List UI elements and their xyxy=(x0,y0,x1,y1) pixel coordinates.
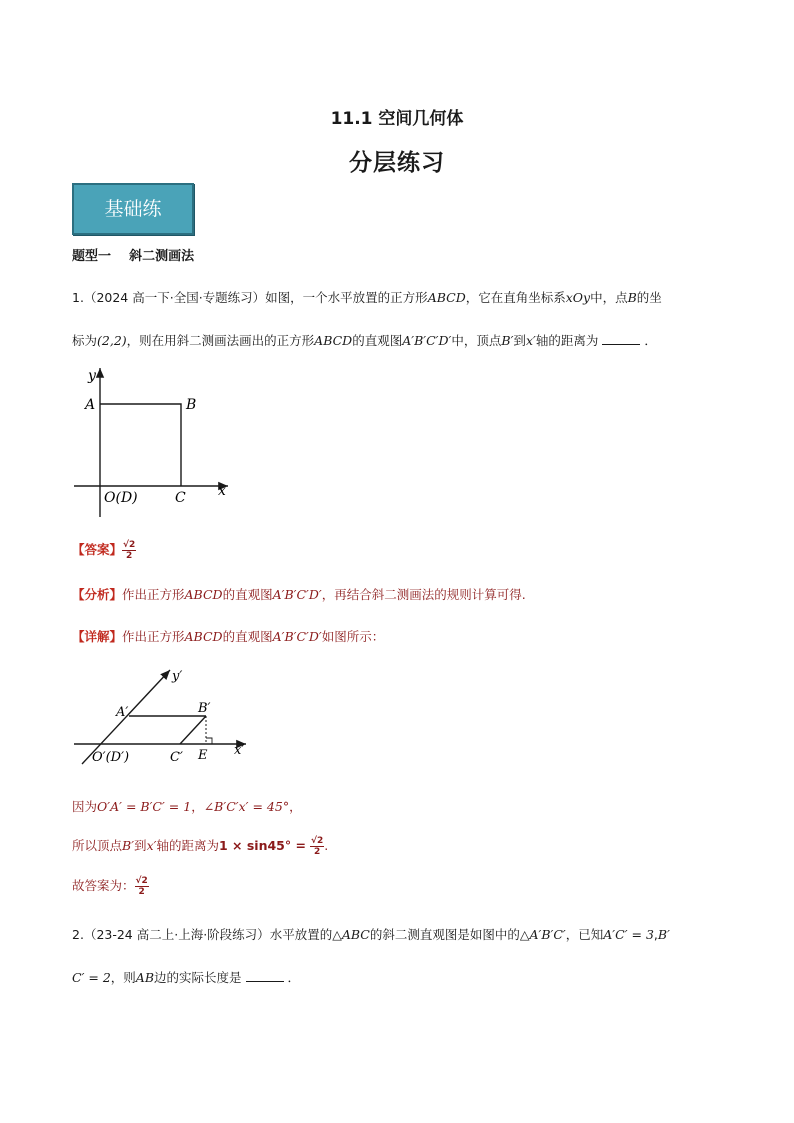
label-b: B xyxy=(186,397,197,413)
math-coords: (2,2) xyxy=(97,333,127,348)
math-xprime: x′ xyxy=(146,838,157,853)
math-abcd: ABCD xyxy=(427,290,466,305)
math-bprime: B′ xyxy=(122,838,135,853)
page-subtitle: 分层练习 xyxy=(349,149,445,176)
q1-text: 中，顶点 xyxy=(451,333,502,348)
fraction-numerator: √2 xyxy=(135,876,148,886)
q1-because xyxy=(72,797,302,815)
label-e: E xyxy=(198,748,208,763)
answer-fraction xyxy=(122,540,136,561)
page-title: 11.1 空间几何体 xyxy=(330,109,464,129)
q1-text: ，它在直角坐标系 xyxy=(465,290,566,305)
q1-text: 轴的距离为 xyxy=(535,333,599,348)
so-fraction xyxy=(310,836,324,857)
figure-square-coordinate xyxy=(68,362,238,522)
label-y-prime: y′ xyxy=(172,669,183,684)
math-triangle: △ABC xyxy=(332,927,370,942)
because-text: 因为 xyxy=(72,799,98,814)
final-fraction xyxy=(135,876,149,897)
math-b: B xyxy=(627,290,637,305)
square-edges xyxy=(100,404,181,486)
math-prime-figure: A′B′C′D′ xyxy=(272,629,322,644)
label-o: O(D) xyxy=(104,490,138,506)
q1-analysis xyxy=(72,585,526,603)
math-xprime: x′ xyxy=(525,333,536,348)
math-abcd: ABCD xyxy=(314,333,353,348)
figure-oblique-drawing xyxy=(68,660,258,770)
section-label: 题型一 xyxy=(72,249,112,264)
q1-line1 xyxy=(72,288,662,306)
q1-line2 xyxy=(72,331,657,349)
answer-tag: 【答案】 xyxy=(72,542,123,557)
label-a: A xyxy=(85,397,96,413)
because-text: ， xyxy=(191,799,204,814)
q2-source: （23-24 高二上·上海·阶段练习） xyxy=(83,927,270,942)
q1-text: 到 xyxy=(513,333,526,348)
analysis-text: 作出正方形 xyxy=(122,587,185,602)
analysis-tag: 【分析】 xyxy=(72,587,123,602)
analysis-text: 的直观图 xyxy=(222,587,273,602)
q2-text: , xyxy=(653,927,658,942)
math-equation: C′ = 2 xyxy=(72,970,111,985)
q1-detail xyxy=(72,627,384,645)
math-prime-figure: A′B′C′D′ xyxy=(402,333,452,348)
q1-source: （2024 高一下·全国·专题练习） xyxy=(83,290,266,305)
so-text: 轴的距离为 xyxy=(156,838,219,853)
fraction-denominator: 2 xyxy=(313,847,321,857)
q2-text: ，已知 xyxy=(565,927,604,942)
fraction-denominator: 2 xyxy=(126,551,133,561)
q1-answer xyxy=(72,540,136,561)
q1-text: 的直观图 xyxy=(352,333,403,348)
math-xoy: xOy xyxy=(565,290,591,305)
detail-tag: 【详解】 xyxy=(72,629,123,644)
answer-blank[interactable] xyxy=(602,344,640,345)
edge-b-c xyxy=(180,716,206,744)
q1-number: 1. xyxy=(72,290,84,305)
q2-text: ． xyxy=(287,970,301,985)
math-angle: ∠B′C′x′ = 45° xyxy=(203,799,290,814)
q1-text: 如图，一个水平放置的正方形 xyxy=(265,290,428,305)
math-equation: O′A′ = B′C′ = 1 xyxy=(97,799,192,814)
label-y: y xyxy=(88,368,96,384)
label-o-prime: O′(D′) xyxy=(92,750,130,765)
q1-text: 中，点 xyxy=(590,290,628,305)
math-abcd: ABCD xyxy=(184,629,223,644)
fraction-numerator: √2 xyxy=(123,540,136,550)
q2-number: 2. xyxy=(72,927,84,942)
math-bprime: B′ xyxy=(501,333,514,348)
section-heading xyxy=(72,245,194,264)
section-name: 斜二测画法 xyxy=(129,249,195,264)
q1-final xyxy=(72,876,149,897)
label-x-prime: x′ xyxy=(234,743,245,758)
q1-text: 标为 xyxy=(72,333,98,348)
q2-text: 水平放置的 xyxy=(269,927,333,942)
math-expression: 1 × sin45° = xyxy=(218,838,306,853)
math-triangle-prime: △A′B′C′ xyxy=(519,927,566,942)
q1-text: 的坐 xyxy=(636,290,662,305)
math-equation: A′C′ = 3 xyxy=(603,927,654,942)
level-badge: 基础练 xyxy=(72,183,194,235)
label-c: C xyxy=(175,490,186,506)
right-angle-mark xyxy=(206,738,212,744)
math-abcd: ABCD xyxy=(184,587,223,602)
label-x: x xyxy=(218,483,226,499)
math-bprime: B′ xyxy=(657,927,670,942)
fraction-denominator: 2 xyxy=(138,887,145,897)
label-c-prime: C′ xyxy=(170,750,183,765)
so-text: . xyxy=(324,838,329,853)
because-text: ， xyxy=(289,799,302,814)
q2-text: 边的实际长度是 xyxy=(154,970,242,985)
q2-text: ，则 xyxy=(110,970,136,985)
so-text: 所以顶点 xyxy=(72,838,123,853)
detail-text: 如图所示： xyxy=(321,629,385,644)
q1-so xyxy=(72,836,328,857)
final-text: 故答案为： xyxy=(72,878,135,893)
q2-text: 的斜二测直观图是如图中的 xyxy=(369,927,520,942)
label-a-prime: A′ xyxy=(116,705,129,720)
q2-line2 xyxy=(72,968,300,986)
so-text: 到 xyxy=(134,838,147,853)
detail-text: 的直观图 xyxy=(222,629,273,644)
analysis-text: ，再结合斜二测画法的规则计算可得. xyxy=(321,587,526,602)
fraction-numerator: √2 xyxy=(310,836,324,846)
q1-text: ． xyxy=(644,333,657,348)
detail-text: 作出正方形 xyxy=(122,629,185,644)
math-ab: AB xyxy=(135,970,155,985)
q2-line1 xyxy=(72,925,670,943)
answer-blank[interactable] xyxy=(246,981,284,982)
math-prime-figure: A′B′C′D′ xyxy=(272,587,322,602)
label-b-prime: B′ xyxy=(198,701,211,716)
q1-text: ，则在用斜二测画法画出的正方形 xyxy=(126,333,315,348)
